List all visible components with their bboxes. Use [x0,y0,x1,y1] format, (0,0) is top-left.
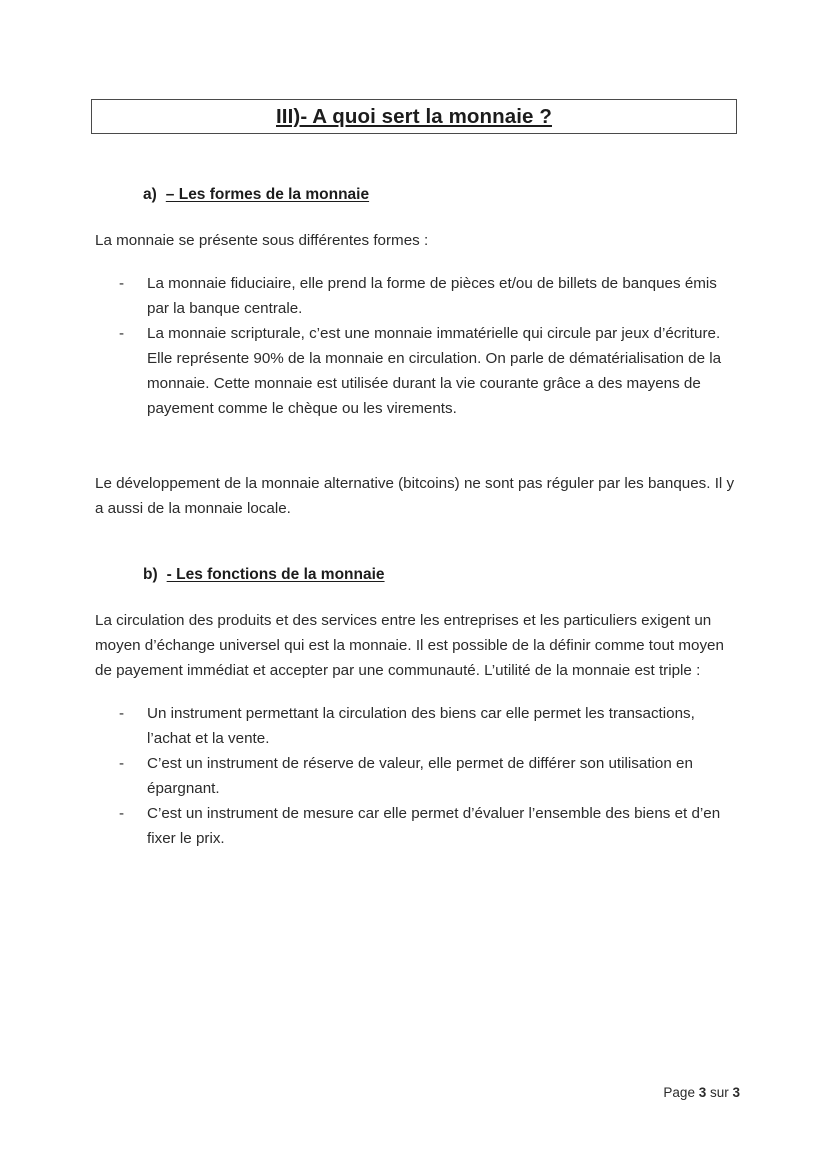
section-heading-a [143,185,740,206]
spacer [95,586,740,608]
document-title-box [91,99,737,134]
section-heading-b [143,565,740,586]
page-title: III)- A quoi sert la monnaie ? [276,104,552,128]
section-a-intro: La monnaie se présente sous différentes formes : [95,231,429,249]
footer-total-pages: 3 [732,1085,740,1100]
section-marker-b: b) [143,565,158,583]
spacer [95,521,740,565]
list-item: - La monnaie fiduciaire, elle prend la forme de pièces et/ou de billets de banques émis par la banque centrale. [95,271,740,321]
spacer [95,683,740,701]
footer-prefix: Page [663,1085,699,1100]
section-b-intro: La circulation des produits et des services entre les entreprises et les particuliers exigent un moyen d’échange universel qui est la monnaie. Il est possible de la définir comme tout moyen de payement immédiat et accepter par une communauté. L’utilité de la monnaie est triple : [95,611,724,679]
spacer [95,421,740,471]
spacer [95,253,740,271]
spacer [95,206,740,228]
section-marker-a: a) [143,186,157,203]
list-item: - C’est un instrument de mesure car elle permet d’évaluer l’ensemble des biens et d’en fixer le prix. [95,801,740,851]
section-a-closing: Le développement de la monnaie alternative (bitcoins) ne sont pas réguler par les banques. Il y a aussi de la monnaie locale. [95,474,735,517]
section-label-b: - Les fonctions de la monnaie [166,565,385,583]
page-footer [0,1085,740,1100]
list-item: - C’est un instrument de réserve de valeur, elle permet de différer son utilisation en épargnant. [95,751,740,801]
footer-middle: sur [706,1085,733,1100]
footer-current-page: 3 [698,1085,707,1100]
document-body [95,185,740,851]
list-item: - Un instrument permettant la circulation des biens car elle permet les transactions, l’achat et la vente. [95,701,740,751]
section-b-bullet-list [95,701,740,851]
list-item: - La monnaie scripturale, c’est une monnaie immatérielle qui circule par jeux d’écriture. Elle représente 90% de la monnaie en circulation. On parle de dématérialisation de la monnaie. Cette monnaie est utilisée durant la vie courante grâce a des mayens de payement comme le chèque ou les virements. [95,321,740,421]
section-a-bullet-list [95,271,740,421]
section-label-a: – Les formes de la monnaie [165,186,370,203]
